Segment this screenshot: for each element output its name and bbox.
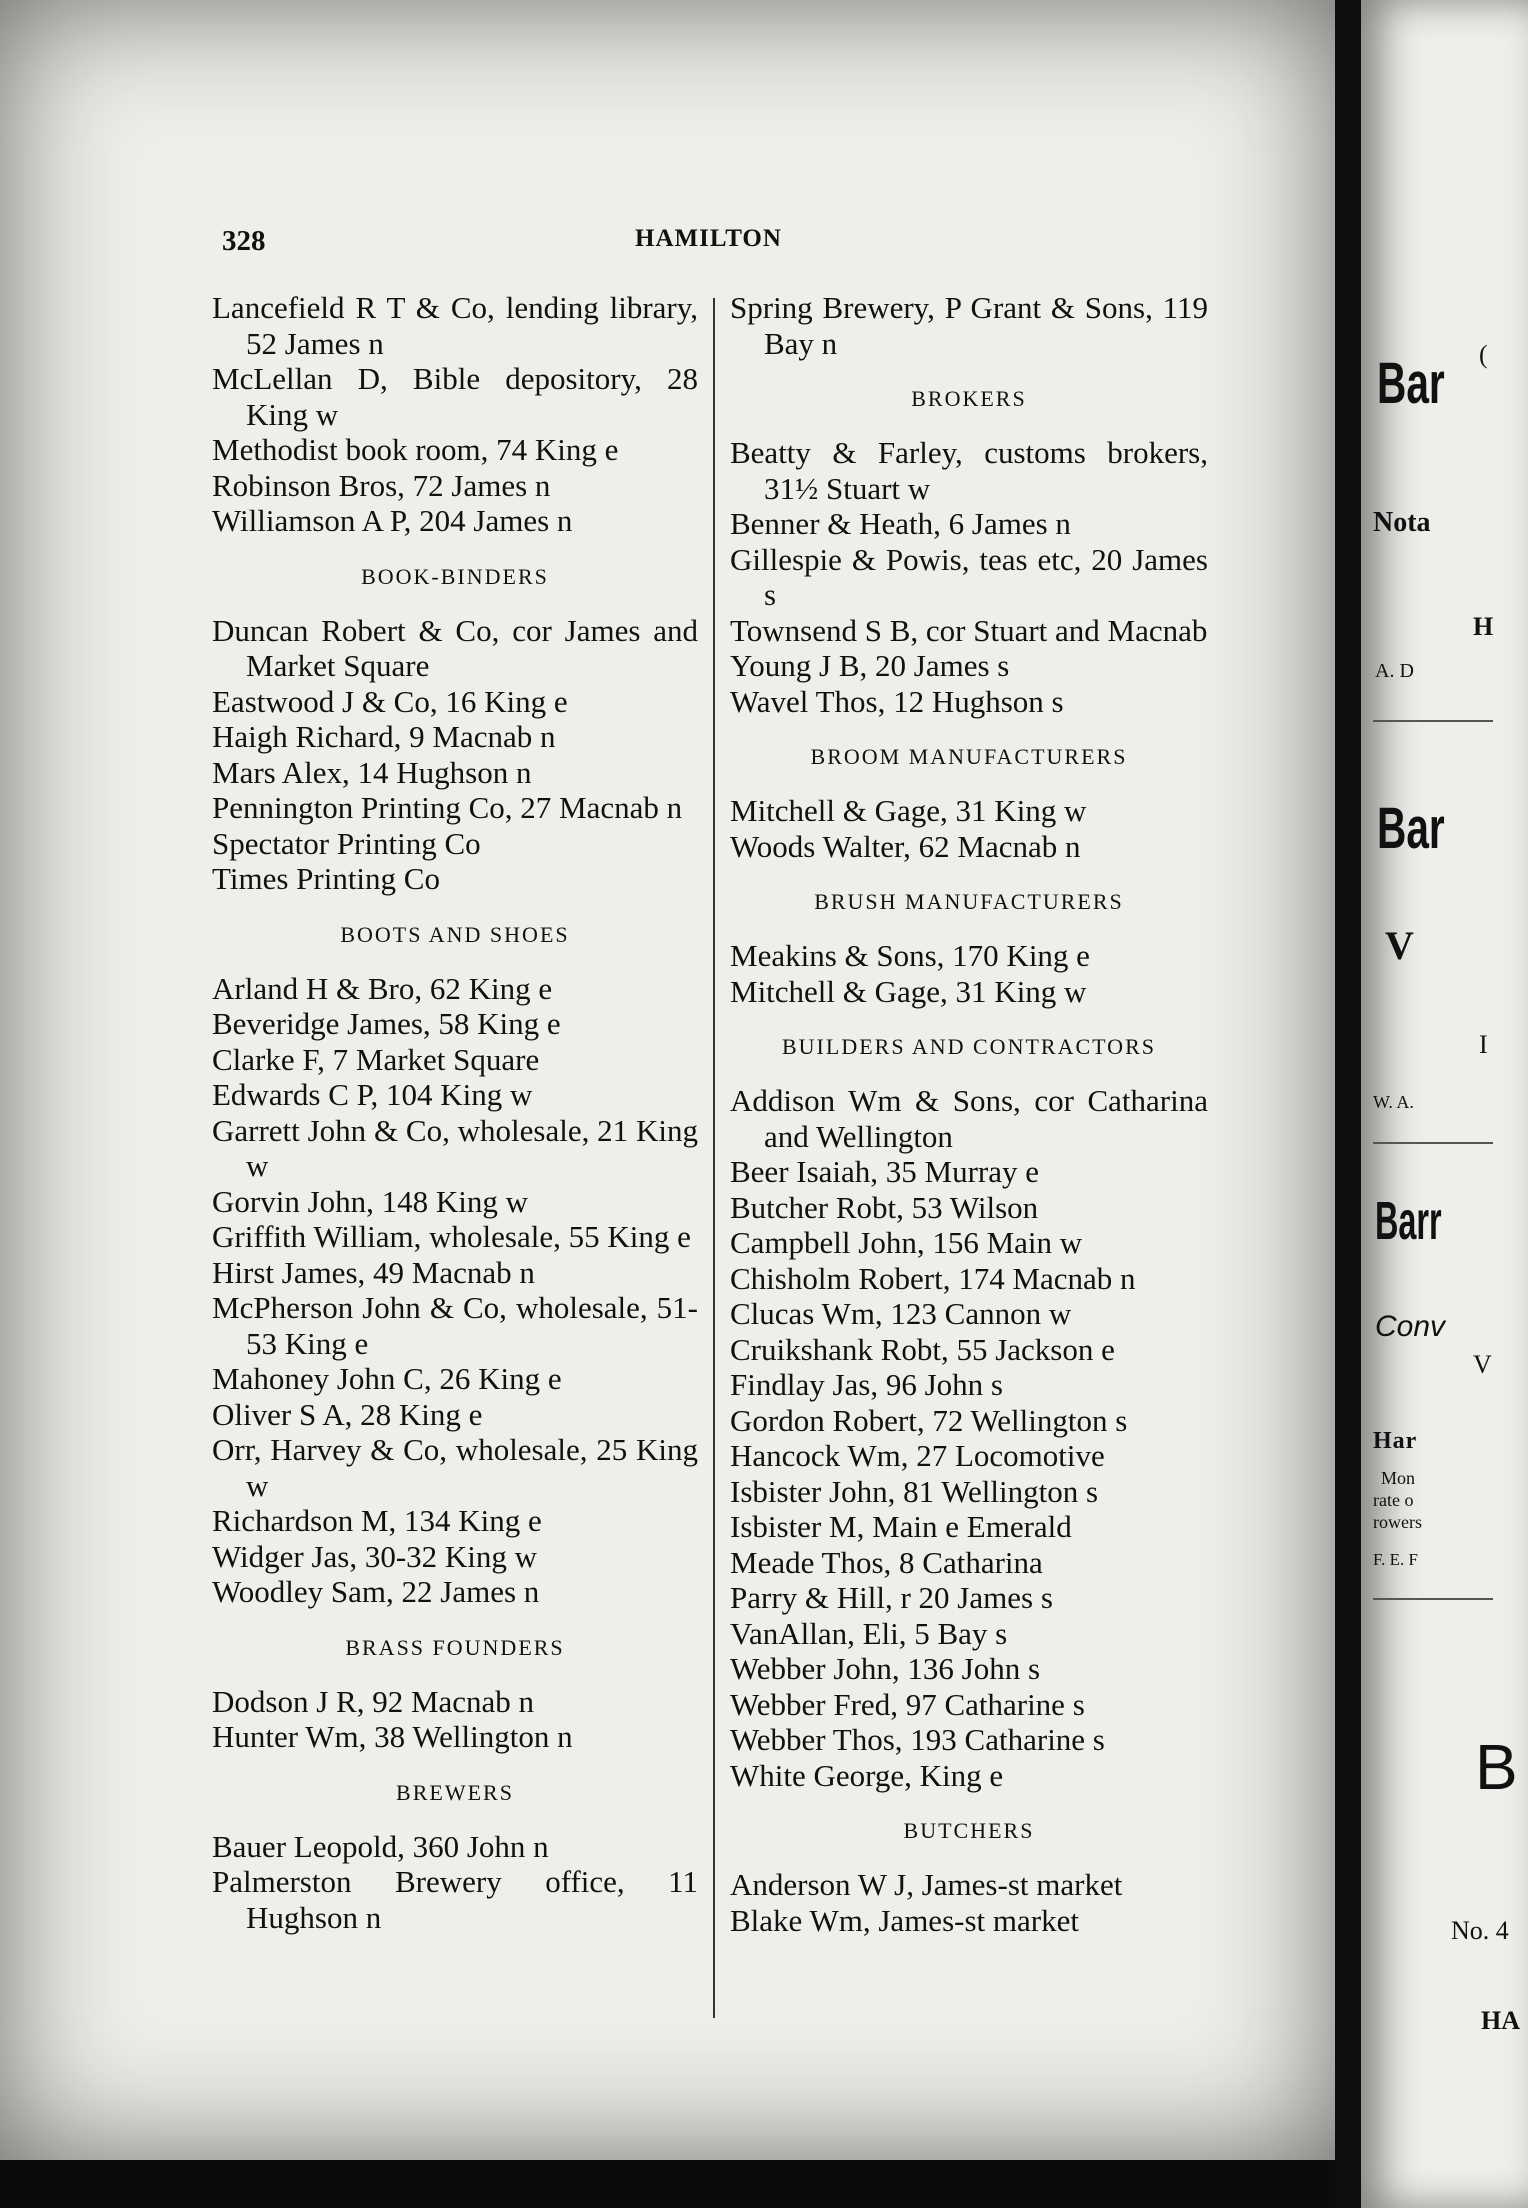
section-heading: BUTCHERS — [903, 1818, 1035, 1843]
fragment-text: rate o — [1373, 1490, 1414, 1510]
directory-entry: Arland H & Bro, 62 King e — [212, 970, 553, 1006]
directory-entry: Oliver S A, 28 King e — [212, 1396, 483, 1432]
directory-entry: Beatty & Farley, customs brokers, 31½ Stuart w — [730, 435, 1208, 506]
fragment-text: V — [1473, 1350, 1492, 1379]
page-number: 328 — [222, 225, 266, 257]
directory-entry: Hancock Wm, 27 Locomotive — [730, 1438, 1105, 1473]
column-divider — [713, 298, 715, 2018]
section-heading: BRUSH MANUFACTURERS — [814, 889, 1124, 914]
directory-entry: Findlay Jas, 96 John s — [730, 1367, 1003, 1402]
facing-page-edge — [1361, 0, 1528, 2208]
directory-entry: Widger Jas, 30-32 King w — [212, 1538, 538, 1574]
directory-entry: Meade Thos, 8 Catharina — [730, 1544, 1043, 1580]
directory-entry: Wavel Thos, 12 Hughson s — [730, 683, 1064, 719]
directory-entry: Gorvin John, 148 King w — [212, 1183, 529, 1219]
directory-entry: Hirst James, 49 Macnab n — [212, 1254, 535, 1290]
directory-entry: Times Printing Co — [212, 861, 440, 896]
directory-entry: Williamson A P, 204 James n — [212, 503, 573, 538]
directory-entry: Campbell John, 156 Main w — [730, 1225, 1083, 1260]
directory-entry: Spectator Printing Co — [212, 825, 481, 861]
directory-entry: Spring Brewery, P Grant & Sons, 119 Bay n — [730, 290, 1208, 361]
directory-entry: Hunter Wm, 38 Wellington n — [212, 1719, 573, 1754]
directory-entry: Garrett John & Co, wholesale, 21 King w — [212, 1112, 698, 1183]
directory-entry: Mitchell & Gage, 31 King w — [730, 973, 1087, 1009]
fragment-char: ( — [1479, 340, 1488, 369]
fragment-text: H — [1473, 612, 1494, 641]
directory-entry: Clarke F, 7 Market Square — [212, 1041, 540, 1077]
directory-entry: Young J B, 20 James s — [730, 648, 1010, 683]
directory-entry: Townsend S B, cor Stuart and Macnab — [730, 612, 1208, 648]
fragment-text: Har — [1373, 1428, 1418, 1454]
directory-entry: Cruikshank Robt, 55 Jackson e — [730, 1331, 1115, 1367]
directory-entry: Bauer Leopold, 360 John n — [212, 1828, 549, 1864]
directory-entry: Webber Thos, 193 Catharine s — [730, 1722, 1105, 1757]
directory-entry: Robinson Bros, 72 James n — [212, 467, 551, 503]
directory-entry: Blake Wm, James-st market — [730, 1902, 1079, 1938]
directory-entry: Orr, Harvey & Co, wholesale, 25 King w — [212, 1432, 698, 1503]
directory-entry: Mitchell & Gage, 31 King w — [730, 793, 1087, 828]
running-head: HAMILTON — [635, 225, 782, 252]
section-heading: BOOTS AND SHOES — [340, 921, 570, 947]
directory-entry: Pennington Printing Co, 27 Macnab n — [212, 790, 683, 825]
section-heading: BROOM MANUFACTURERS — [810, 744, 1128, 769]
directory-entry: Dodson J R, 92 Macnab n — [212, 1683, 535, 1719]
directory-entry: Woodley Sam, 22 James n — [212, 1574, 540, 1609]
directory-entry: Benner & Heath, 6 James n — [730, 506, 1071, 541]
directory-entry: Butcher Robt, 53 Wilson — [730, 1189, 1039, 1225]
rule-line — [1373, 1142, 1493, 1144]
fragment-text: F. E. F — [1373, 1550, 1418, 1569]
fragment-text: W. A. — [1373, 1092, 1414, 1112]
directory-entry: Edwards C P, 104 King w — [212, 1077, 533, 1112]
directory-entry: McLellan D, Bible depository, 28 King w — [212, 361, 698, 432]
left-column — [212, 290, 698, 1935]
fragment-text: HA — [1481, 2006, 1520, 2035]
directory-entry: Beveridge James, 58 King e — [212, 1006, 561, 1041]
directory-entry: Gillespie & Powis, teas etc, 20 James s — [730, 541, 1208, 612]
section-heading: BROKERS — [911, 386, 1027, 411]
section-heading: BRASS FOUNDERS — [345, 1634, 565, 1660]
fragment-text: Barr — [1375, 1191, 1442, 1251]
directory-entry: Richardson M, 134 King e — [212, 1503, 542, 1538]
fragment-text: No. 4 — [1451, 1916, 1509, 1945]
book-gutter — [1335, 0, 1361, 2208]
section-heading: BREWERS — [396, 1779, 514, 1805]
directory-entry: Clucas Wm, 123 Cannon w — [730, 1296, 1072, 1331]
fragment-text: Mon — [1381, 1468, 1416, 1488]
fragment-text: I — [1479, 1030, 1488, 1059]
directory-entry: Anderson W J, James-st market — [730, 1867, 1123, 1902]
directory-entry: Chisholm Robert, 174 Macnab n — [730, 1260, 1136, 1296]
fragment-text: V — [1385, 923, 1414, 968]
directory-entry: Palmerston Brewery office, 11 Hughson n — [212, 1864, 698, 1935]
directory-entry: VanAllan, Eli, 5 Bay s — [730, 1615, 1008, 1651]
directory-entry: Webber John, 136 John s — [730, 1651, 1041, 1686]
fragment-text: B — [1475, 1731, 1518, 1803]
fragment-text: rowers — [1373, 1512, 1422, 1532]
directory-entry: McPherson John & Co, wholesale, 51-53 King e — [212, 1290, 698, 1361]
section-heading: BOOK-BINDERS — [361, 563, 549, 589]
directory-entry: Parry & Hill, r 20 James s — [730, 1580, 1053, 1615]
directory-entry: Woods Walter, 62 Macnab n — [730, 828, 1081, 864]
right-column — [730, 290, 1208, 1938]
directory-entry: Duncan Robert & Co, cor James and Market Square — [212, 612, 698, 683]
fragment-text: A. D — [1375, 660, 1414, 682]
directory-entry: Mars Alex, 14 Hughson n — [212, 754, 532, 790]
directory-entry: Lancefield R T & Co, lending library, 52 James n — [212, 290, 698, 361]
directory-entry: Methodist book room, 74 King e — [212, 432, 619, 467]
rule-line — [1373, 1598, 1493, 1600]
directory-entry: Gordon Robert, 72 Wellington s — [730, 1402, 1128, 1438]
fragment-text: Bar — [1377, 351, 1445, 416]
directory-entry: Meakins & Sons, 170 King e — [730, 938, 1090, 973]
directory-entry: Addison Wm & Sons, cor Catharina and Wellington — [730, 1083, 1208, 1154]
directory-entry: Beer Isaiah, 35 Murray e — [730, 1154, 1040, 1189]
fragment-text: Nota — [1373, 507, 1431, 538]
directory-entry: Isbister John, 81 Wellington s — [730, 1473, 1099, 1509]
section-heading: BUILDERS AND CONTRACTORS — [782, 1034, 1156, 1059]
directory-entry: Webber Fred, 97 Catharine s — [730, 1686, 1085, 1722]
directory-entry: Haigh Richard, 9 Macnab n — [212, 719, 556, 754]
directory-entry: Eastwood J & Co, 16 King e — [212, 683, 568, 719]
directory-entry: White George, King e — [730, 1757, 1004, 1793]
fragment-text: Conv — [1375, 1310, 1446, 1343]
directory-entry: Isbister M, Main e Emerald — [730, 1509, 1072, 1544]
rule-line — [1373, 720, 1493, 722]
directory-entry: Griffith William, wholesale, 55 King e — [212, 1219, 691, 1254]
directory-entry: Mahoney John C, 26 King e — [212, 1361, 562, 1396]
fragment-text: Bar — [1377, 796, 1445, 861]
